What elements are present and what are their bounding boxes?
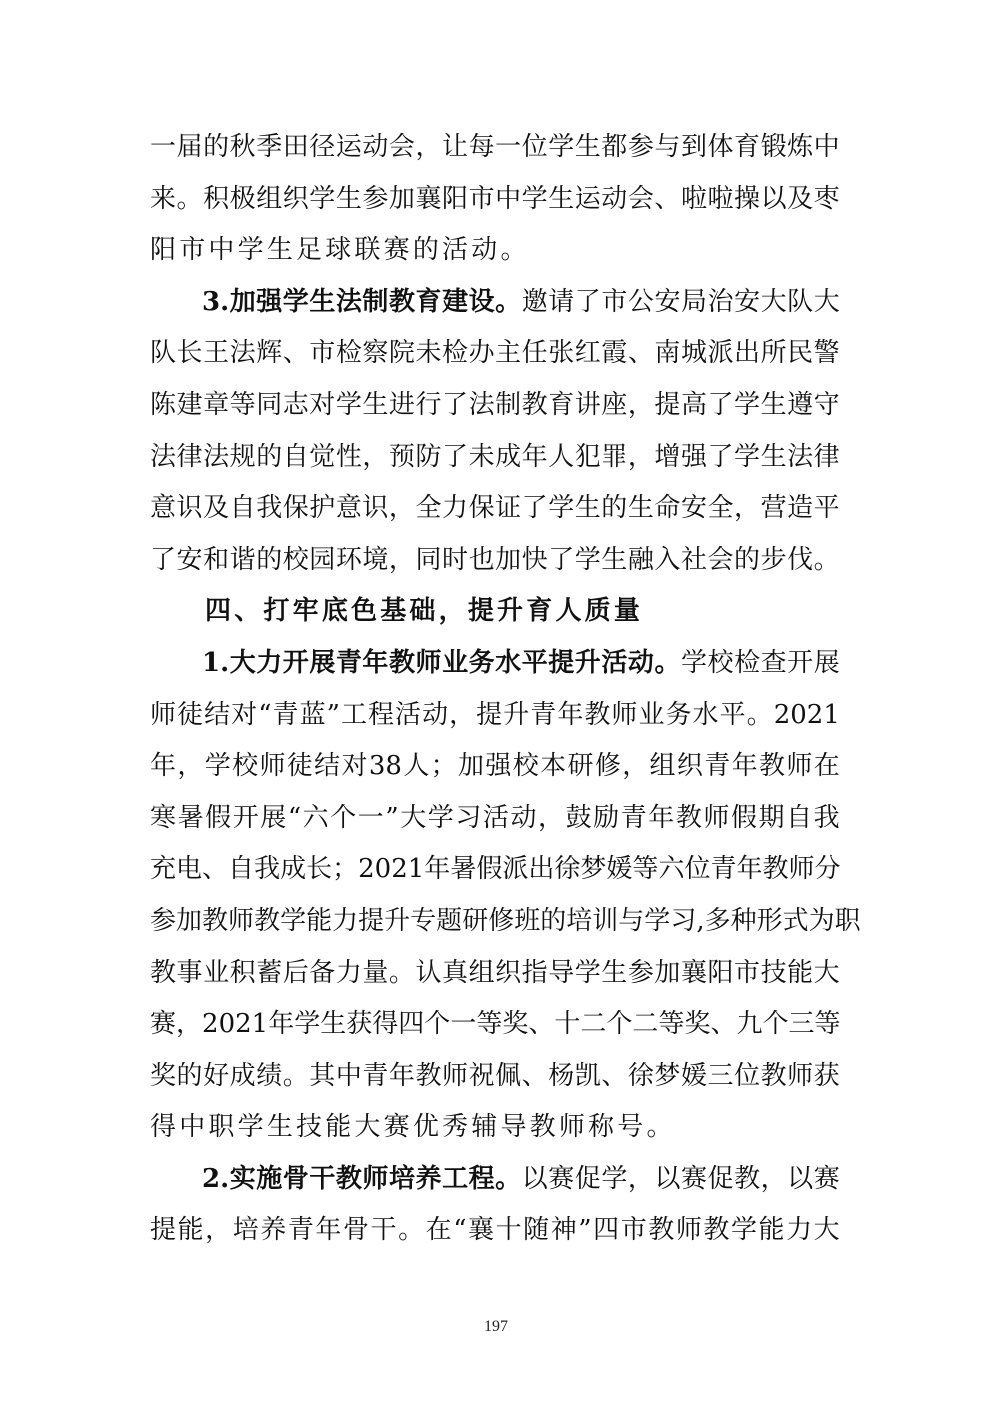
text-line: 年 ， 学 校 师 徒 结 对 38 人 ； 加 强 校 本 研 修 ， 组 织 青 年 教 师 在 xyxy=(150,751,840,782)
text-line: 提 能 ， 培 养 青 年 骨 干 。 在 “ 襄 十 随 神 ” 四 市 教 师 教 学 能 力 大 xyxy=(150,1215,840,1246)
text-line: 充 电 、 自 我 成 长 ； 2021 年 暑 假 派 出 徐 梦 媛 等 六 位 青 年 教 师 分 xyxy=(150,854,841,885)
text-line: 法 律 法 规 的 自 觉 性 ， 预 防 了 未 成 年 人 犯 罪 ， 增 强 了 学 生 法 律 xyxy=(150,441,840,472)
text-line: 参 加 教 师 教 学 能 力 提 升 专 题 研 修 班 的 培 训 与 学 习 , 多 种 形 式 为 职 xyxy=(150,905,861,936)
document-body xyxy=(150,122,861,1257)
text-line: 师 徒 结 对 “ 青 蓝 ” 工 程 活 动 ， 提 升 青 年 教 师 业 务 水 平 。 2021 xyxy=(150,699,840,730)
text-line: 来 。 积 极 组 织 学 生 参 加 襄 阳 市 中 学 生 运 动 会 、 啦 啦 操 以 及 枣 xyxy=(150,183,840,214)
text-line: 阳 市 中 学 生 足 球 联 赛 的 活 动 。 xyxy=(150,235,527,266)
page-number: 197 xyxy=(484,1318,508,1335)
text-line: 意 识 及 自 我 保 护 意 识 ， 全 力 保 证 了 学 生 的 生 命 安 全 ， 营 造 平 xyxy=(150,493,840,524)
text-line: 队 长 王 法 辉 、 市 检 察 院 未 检 办 主 任 张 红 霞 、 南 城 派 出 所 民 警 xyxy=(150,338,840,369)
text-line: 教 事 业 积 蓄 后 备 力 量 。 认 真 组 织 指 导 学 生 参 加 襄 阳 市 技 能 大 xyxy=(150,957,840,988)
text-line: 1. 大 力 开 展 青 年 教 师 业 务 水 平 提 升 活 动 。 学 校 检 查 开 展 xyxy=(202,647,840,678)
text-line: 奖 的 好 成 绩 。 其 中 青 年 教 师 祝 佩 、 杨 凯 、 徐 梦 媛 三 位 教 师 获 xyxy=(150,1060,840,1091)
text-line: 3. 加 强 学 生 法 制 教 育 建 设 。 邀 请 了 市 公 安 局 治 安 大 队 大 xyxy=(202,286,840,317)
text-line: 一 届 的 秋 季 田 径 运 动 会 ， 让 每 一 位 学 生 都 参 与 到 体 育 锻 炼 中 xyxy=(150,132,840,162)
text-line: 2. 实 施 骨 干 教 师 培 养 工 程 。 以 赛 促 学 ， 以 赛 促 教 ， 以 赛 xyxy=(202,1163,840,1194)
text-line: 寒 暑 假 开 展 “ 六 个 一 ” 大 学 习 活 动 ， 鼓 励 青 年 教 师 假 期 自 我 xyxy=(150,802,840,833)
section-heading: 四 、 打 牢 底 色 基 础 ， 提 升 育 人 质 量 xyxy=(205,596,640,627)
text-line: 陈 建 章 等 同 志 对 学 生 进 行 了 法 制 教 育 讲 座 ， 提 高 了 学 生 遵 守 xyxy=(150,389,840,420)
text-line: 得 中 职 学 生 技 能 大 赛 优 秀 辅 导 教 师 称 号 。 xyxy=(150,1112,673,1143)
text-line: 赛 ， 2021 年 学 生 获 得 四 个 一 等 奖 、 十 二 个 二 等 奖 、 九 个 三 等 xyxy=(150,1009,841,1040)
text-line: 了 安 和 谐 的 校 园 环 境 ， 同 时 也 加 快 了 学 生 融 入 社 会 的 步 伐 。 xyxy=(150,544,840,575)
